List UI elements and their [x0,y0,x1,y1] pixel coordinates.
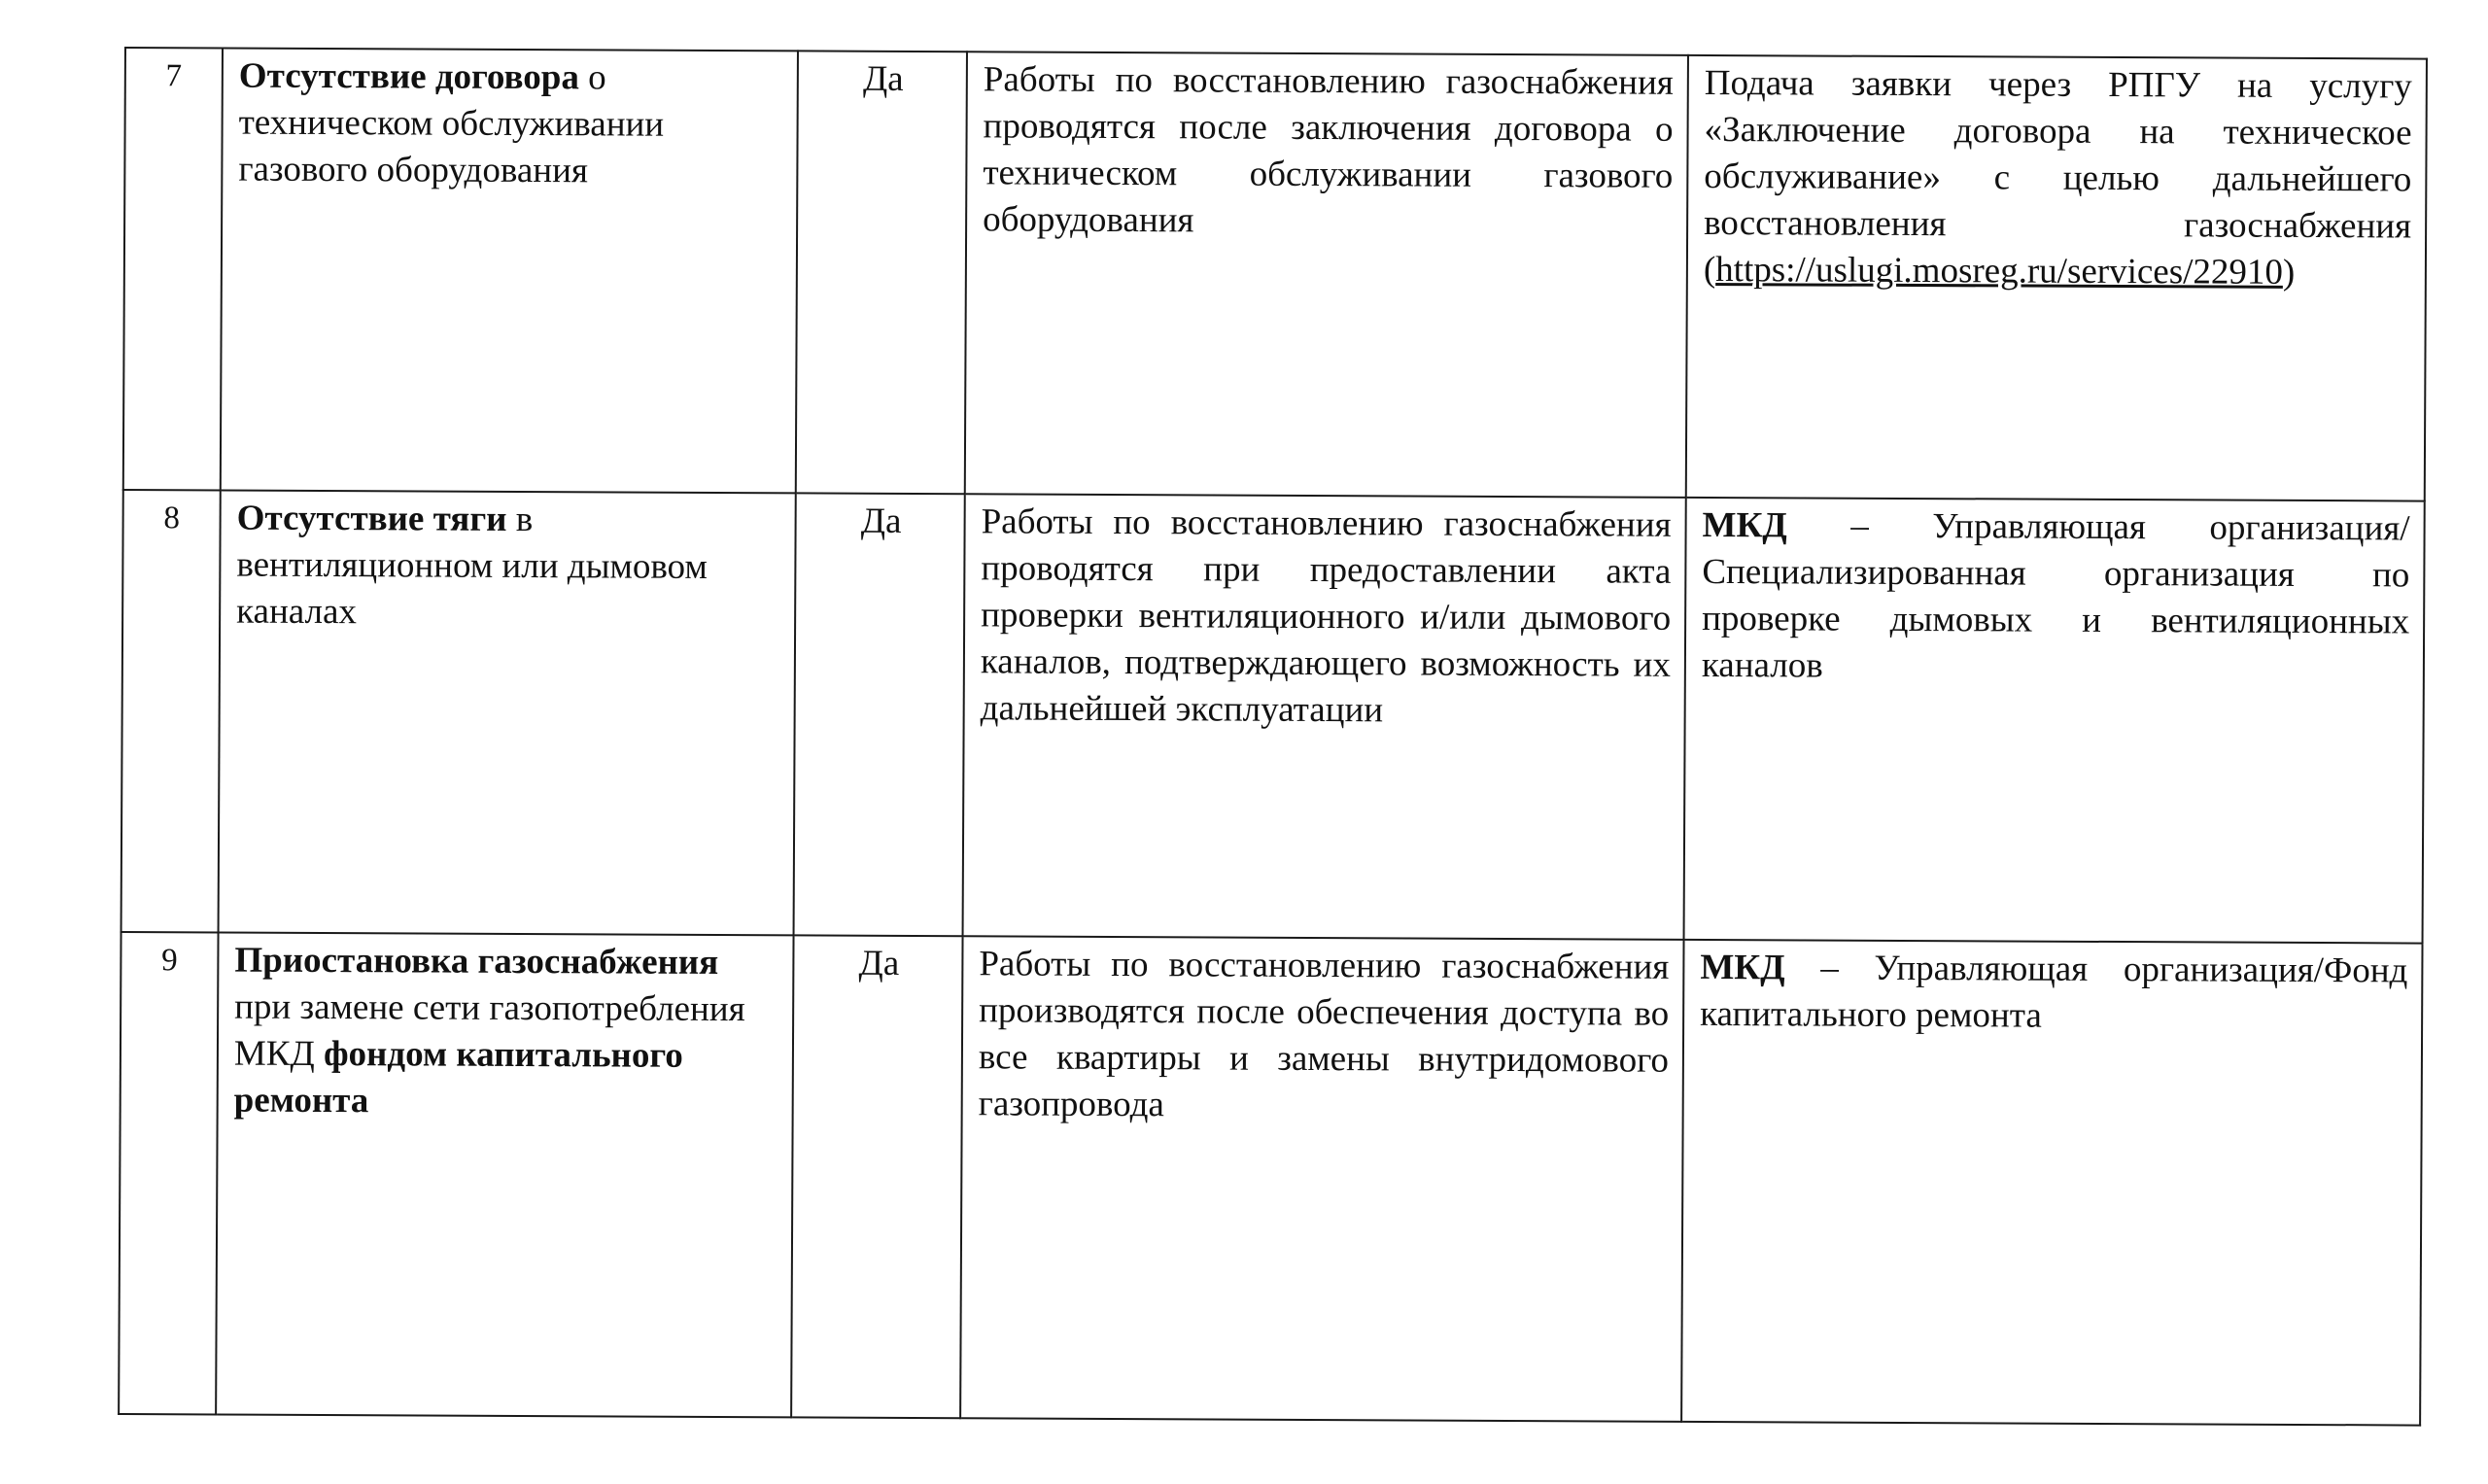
row-number: 8 [121,490,221,932]
document-table [118,47,2428,1427]
action-close: ) [2282,252,2296,293]
answer-cell: Да [791,935,962,1418]
condition-title: Приостановка газоснабжения [234,940,719,983]
action-text: – Управляющая организация/Фонд капитального ремонта [1700,948,2408,1036]
condition-cell [219,490,796,935]
answer-cell: Да [796,51,967,494]
condition-description: в вентиляционном или дымовом каналах [236,499,708,633]
action-subject: МКД [1700,947,1785,988]
table-row [121,490,2425,944]
works-cell: Работы по восстановлению газоснабжения проводятся после заключения договора о техническом обслуживании газового оборудования [965,52,1688,498]
condition-description: при замене сети газопотребления МКД [233,986,745,1075]
action-cell [1686,55,2427,501]
works-cell: Работы по восстановлению газоснабжения производятся после обеспечения доступа во все квартиры и замены внутридомового газопровода [960,936,1683,1422]
works-cell: Работы по восстановлению газоснабжения проводятся при предоставлении акта проверки вентиляционного и/или дымового каналов, подтверждающего возможность их дальнейшей эксплуатации [963,494,1686,940]
condition-title: Отсутствие договора [238,55,579,98]
condition-cell [221,48,798,493]
table-row [119,932,2422,1426]
action-text: – Управляющая организация/ Специализированная организация по проверке дымовых и вентиляционных каналов [1701,505,2410,686]
row-number: 7 [123,48,223,490]
row-number: 9 [119,932,218,1414]
table-row [123,48,2427,501]
condition-title: Отсутствие тяги [236,498,507,539]
action-cell [1681,940,2422,1426]
answer-cell: Да [794,493,965,936]
action-subject: МКД [1702,504,1787,546]
condition-cell [216,932,793,1417]
condition-title-extra: фондом капитального ремонта [233,1034,683,1122]
action-cell [1684,498,2425,944]
service-link[interactable]: https://uslugi.mosreg.ru/services/22910 [1715,250,2284,293]
action-text: Подача заявки через РПГУ на услугу «Заключение договора на техническое обслуживание» с целью дальнейшего восстановления газоснабжения ( [1703,62,2412,291]
condition-description: о техническом обслуживании газового оборудования [238,57,665,191]
